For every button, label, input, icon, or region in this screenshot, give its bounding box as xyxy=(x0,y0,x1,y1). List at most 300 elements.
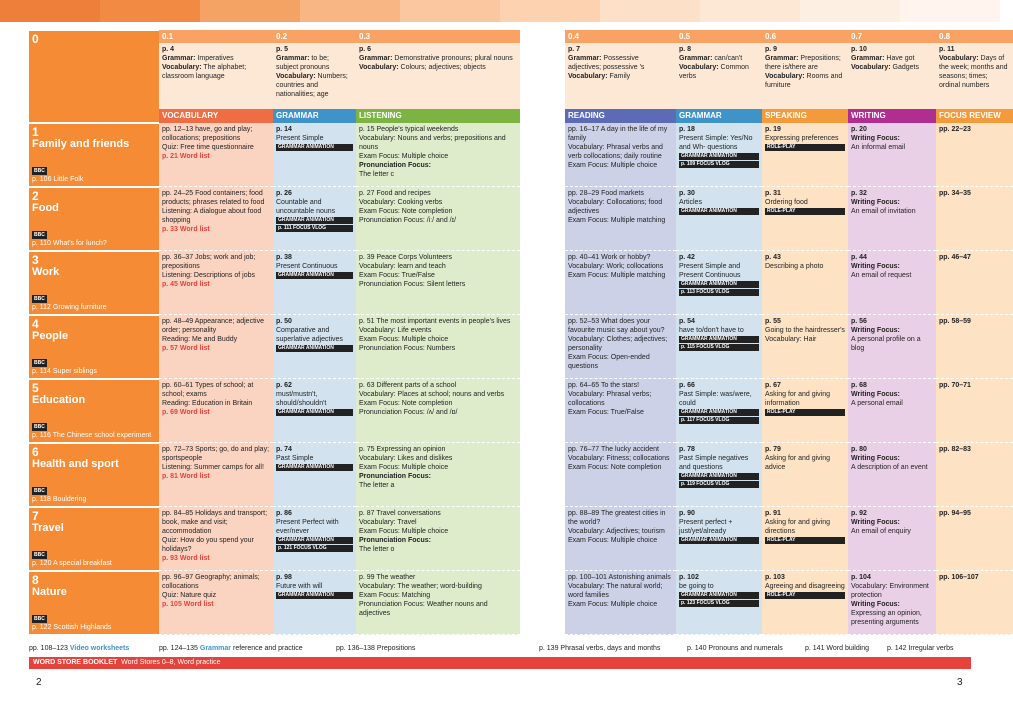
word-list-link: p. 45 Word list xyxy=(162,281,210,289)
page-reference: p. 91 xyxy=(765,510,781,517)
grammar-cell xyxy=(273,315,356,379)
cell-text: Exam Focus: Multiple choice xyxy=(359,528,449,536)
cell-text: Listening: Descriptions of jobs xyxy=(162,272,255,280)
intro-page: p. 8 xyxy=(679,46,692,53)
intro-label: Grammar: xyxy=(162,55,196,63)
cell-text: pp. 88–89 The greatest cities in the world? xyxy=(568,510,666,527)
cell-text: Past Simple xyxy=(276,455,314,463)
page-reference: pp. 70–71 xyxy=(939,382,971,389)
unit-5-cell xyxy=(29,379,159,443)
intro-line xyxy=(851,54,933,63)
page-reference: p. 103 xyxy=(765,574,785,581)
column-gap xyxy=(520,43,565,109)
cell-text: Pronunciation Focus: /iː/ and /ɪ/ xyxy=(359,217,457,225)
listening-cell xyxy=(356,379,520,443)
page-reference: pp. 94–95 xyxy=(939,510,971,517)
cell-text: An informal email xyxy=(851,144,906,152)
column-gap xyxy=(520,443,565,507)
strip-segment xyxy=(200,0,300,22)
cell-text: Vocabulary: Clothes; adjectives; personality xyxy=(568,336,668,353)
focus-vlog-badge: p. 111 FOCUS VLOG xyxy=(276,225,353,232)
unit-1-cell xyxy=(29,123,159,187)
cell-text: Vocabulary: Travel xyxy=(359,519,417,527)
bbc-logo: BBC xyxy=(34,552,45,558)
page-reference: p. 104 xyxy=(851,574,871,581)
cell-text: Reading: Me and Buddy xyxy=(162,336,238,344)
cell-text: Comparative and superlative adjectives xyxy=(276,327,343,344)
cell-text: Quiz: How do you spend your holidays? xyxy=(162,537,254,554)
lesson-number: 0.2 xyxy=(273,30,356,43)
bbc-logo: BBC xyxy=(34,488,45,494)
grammar2-cell xyxy=(676,443,762,507)
cell-text: Vocabulary: Cooking verbs xyxy=(359,199,443,207)
cell-text: An email of request xyxy=(851,272,912,280)
footer-grammar-reference: pp. 124–135 Grammar reference and practice xyxy=(159,645,303,652)
column-gap xyxy=(520,30,565,43)
page-reference: p. 56 xyxy=(851,318,867,325)
page-reference: p. 18 xyxy=(679,126,695,133)
cell-text: An email of invitation xyxy=(851,208,916,216)
grammar-animation-badge: GRAMMAR ANIMATION xyxy=(679,409,759,416)
grammar2-cell xyxy=(676,571,762,635)
footer-video-worksheets: pp. 108–123 Video worksheets xyxy=(29,645,130,652)
strip-segment xyxy=(100,0,200,22)
role-play-badge: ROLE-PLAY xyxy=(765,537,845,544)
writing-cell xyxy=(848,507,936,571)
word-list-link: p. 33 Word list xyxy=(162,226,210,234)
lesson-number: 0.7 xyxy=(848,30,936,43)
page-reference: p. 68 xyxy=(851,382,867,389)
grammar-cell xyxy=(273,187,356,251)
column-gap xyxy=(520,571,565,635)
footer-pronouns: p. 140 Pronouns and numerals xyxy=(687,645,783,652)
cell-text: Present Continuous xyxy=(276,263,338,271)
cell-text: Listening: Summer camps for all! xyxy=(162,464,264,472)
grammar-animation-badge: GRAMMAR ANIMATION xyxy=(679,336,759,343)
strip-segment xyxy=(700,0,800,22)
cell-text: Going to the hairdresser's xyxy=(765,327,845,335)
intro-line xyxy=(939,54,1010,90)
cell-text: pp. 52–53 What does your favourite music say about you? xyxy=(568,318,665,335)
focus-label: Writing Focus: xyxy=(851,519,900,527)
cell-text: p. 99 The weather xyxy=(359,574,416,581)
unit-number: 7 xyxy=(32,509,39,523)
intro-cell xyxy=(848,43,936,109)
unit-number: 3 xyxy=(32,253,39,267)
grammar-animation-badge: GRAMMAR ANIMATION xyxy=(276,537,353,544)
cell-text: Vocabulary: Adjectives; tourism xyxy=(568,528,665,536)
intro-text: The alphabet; classroom language xyxy=(162,64,247,81)
vocabulary-cell xyxy=(159,443,273,507)
focus-vlog-badge: p. 109 FOCUS VLOG xyxy=(679,161,759,168)
intro-cell xyxy=(676,43,762,109)
intro-text: to be; subject pronouns xyxy=(276,55,330,72)
intro-label: Vocabulary: xyxy=(162,64,202,72)
lesson-number: 0.5 xyxy=(676,30,762,43)
footer-prepositions: pp. 136–138 Prepositions xyxy=(336,645,416,652)
cell-text: Exam Focus: Multiple choice xyxy=(359,153,449,161)
cell-text: Pronunciation Focus: Numbers xyxy=(359,345,456,353)
page-reference: p. 66 xyxy=(679,382,695,389)
unit-number: 8 xyxy=(32,573,39,587)
grammar-animation-badge: GRAMMAR ANIMATION xyxy=(679,208,759,215)
cell-text: be going to xyxy=(679,583,714,591)
cell-text: Pronunciation Focus: /ʌ/ and /ɒ/ xyxy=(359,409,458,417)
grammar-cell xyxy=(273,443,356,507)
page-reference: pp. 58–59 xyxy=(939,318,971,325)
cell-text: Present Simple xyxy=(276,135,324,143)
focus-vlog-badge: p. 119 FOCUS VLOG xyxy=(679,481,759,488)
focus-review-cell xyxy=(936,123,1013,187)
reading-cell xyxy=(565,443,676,507)
page-reference: p. 26 xyxy=(276,190,292,197)
focus-review-cell xyxy=(936,315,1013,379)
cell-text: Exam Focus: Multiple choice xyxy=(568,537,658,545)
booklet-text: Word Stores 0–8, Word practice xyxy=(121,659,221,666)
cell-text: Exam Focus: True/False xyxy=(359,272,435,280)
intro-page: p. 5 xyxy=(276,46,289,53)
intro-cell xyxy=(762,43,848,109)
focus-vlog-badge: p. 121 FOCUS VLOG xyxy=(276,545,353,552)
word-list-link: p. 105 Word list xyxy=(162,601,214,609)
cell-text: A personal email xyxy=(851,400,903,408)
intro-label: Grammar: xyxy=(851,55,885,63)
cell-text: Exam Focus: Multiple matching xyxy=(568,217,666,225)
grammar2-cell xyxy=(676,187,762,251)
intro-text: Rooms and furniture xyxy=(765,73,843,90)
word-list-link: p. 21 Word list xyxy=(162,153,210,161)
cell-text: A personal profile on a blog xyxy=(851,336,921,353)
reading-cell xyxy=(565,571,676,635)
cell-text: pp. 40–41 Work or hobby? xyxy=(568,254,651,261)
page-reference: p. 42 xyxy=(679,254,695,261)
column-gap xyxy=(520,379,565,443)
cell-text: p. 63 Different parts of a school xyxy=(359,382,457,389)
page-reference: p. 67 xyxy=(765,382,781,389)
cell-text: Asking for and giving advice xyxy=(765,455,830,472)
strip-segment xyxy=(300,0,400,22)
page-reference: p. 44 xyxy=(851,254,867,261)
grammar-animation-badge: GRAMMAR ANIMATION xyxy=(276,592,353,599)
intro-label: Grammar: xyxy=(679,55,713,63)
grammar-animation-badge: GRAMMAR ANIMATION xyxy=(276,409,353,416)
speaking-cell xyxy=(762,443,848,507)
intro-line xyxy=(765,72,845,90)
page-reference: p. 90 xyxy=(679,510,695,517)
cell-text: pp. 84–85 Holidays and transport; book, make and visit; accommodation xyxy=(162,510,268,536)
video-reference: p. 120 A special breakfast xyxy=(32,560,112,567)
intro-page: p. 11 xyxy=(939,46,955,53)
writing-cell xyxy=(848,315,936,379)
video-reference: p. 114 Super siblings xyxy=(32,368,97,375)
intro-label: Grammar: xyxy=(276,55,310,63)
cell-text: An email of enquiry xyxy=(851,528,911,536)
grammar-animation-badge: GRAMMAR ANIMATION xyxy=(276,144,353,151)
page-reference: p. 98 xyxy=(276,574,292,581)
grammar-animation-badge: GRAMMAR ANIMATION xyxy=(276,272,353,279)
writing-cell xyxy=(848,187,936,251)
cell-text: Exam Focus: Multiple choice xyxy=(359,336,449,344)
cell-text: Vocabulary: Likes and dislikes xyxy=(359,455,453,463)
intro-text: Possessive adjectives; possessive 's xyxy=(568,55,645,72)
intro-label: Vocabulary: xyxy=(568,73,608,81)
unit-title: Travel xyxy=(32,522,64,534)
page-reference: p. 62 xyxy=(276,382,292,389)
grammar2-cell xyxy=(676,123,762,187)
cell-text: pp. 60–61 Types of school; at school; exams xyxy=(162,382,254,399)
video-reference: p. 112 Growing furniture xyxy=(32,304,107,311)
cell-text: Exam Focus: Matching xyxy=(359,592,431,600)
focus-label: Writing Focus: xyxy=(851,135,900,143)
listening-cell xyxy=(356,251,520,315)
intro-page: p. 6 xyxy=(359,46,372,53)
page-reference: p. 30 xyxy=(679,190,695,197)
intro-text: Colours; adjectives; objects xyxy=(398,64,486,72)
grammar-cell xyxy=(273,379,356,443)
intro-label: Vocabulary: xyxy=(276,73,316,81)
grammar-cell xyxy=(273,571,356,635)
unit-title: Family and friends xyxy=(32,138,130,150)
writing-cell xyxy=(848,443,936,507)
intro-line xyxy=(276,54,353,72)
bbc-logo: BBC xyxy=(34,296,45,302)
cell-text: Exam Focus: Open-ended questions xyxy=(568,354,650,371)
cell-text: pp. 72–73 Sports; go, do and play; sportspeople xyxy=(162,446,270,463)
speaking-cell xyxy=(762,187,848,251)
word-list-link: p. 93 Word list xyxy=(162,555,210,563)
cell-text: Exam Focus: Note completion xyxy=(568,464,662,472)
bbc-logo: BBC xyxy=(34,616,45,622)
intro-line xyxy=(162,63,270,81)
cell-text: p. 15 People's typical weekends xyxy=(359,126,459,133)
video-reference: p. 116 The Chinese school experiment xyxy=(32,432,152,439)
intro-page: p. 9 xyxy=(765,46,778,53)
video-reference: p. 122 Scottish Highlands xyxy=(32,624,112,631)
role-play-badge: ROLE-PLAY xyxy=(765,592,845,599)
cell-text: Reading: Education in Britain xyxy=(162,400,253,408)
cell-text: Vocabulary: Places at school; nouns and verbs xyxy=(359,391,505,399)
cell-text: Present Simple and Present Continuous xyxy=(679,263,741,280)
page-reference: p. 86 xyxy=(276,510,292,517)
cell-text: Asking for and giving information xyxy=(765,391,830,408)
focus-label: Writing Focus: xyxy=(851,199,900,207)
intro-text: Days of the week; months and seasons; times; ordinal numbers xyxy=(939,55,1008,90)
bbc-logo: BBC xyxy=(34,232,45,238)
intro-cell xyxy=(273,43,356,109)
grammar-animation-badge: GRAMMAR ANIMATION xyxy=(276,345,353,352)
intro-text: Demonstrative pronouns; plural nouns xyxy=(392,55,513,63)
intro-page: p. 4 xyxy=(162,46,175,53)
lesson-number: 0.3 xyxy=(356,30,520,43)
strip-segment xyxy=(600,0,700,22)
cell-text: Exam Focus: True/False xyxy=(568,409,644,417)
grammar-cell xyxy=(273,507,356,571)
unit-6-cell xyxy=(29,443,159,507)
page-number-right: 3 xyxy=(957,677,963,688)
focus-label: Writing Focus: xyxy=(851,601,900,609)
cell-text: Past Simple: was/were, could xyxy=(679,391,752,408)
writing-cell xyxy=(848,251,936,315)
cell-text: pp. 28–29 Food markets xyxy=(568,190,644,197)
listening-cell xyxy=(356,123,520,187)
grammar-cell xyxy=(273,123,356,187)
intro-line xyxy=(679,54,759,63)
intro-text: Imperatives xyxy=(195,55,234,63)
video-reference: p. 110 What's for lunch? xyxy=(32,240,107,247)
focus-label: Writing Focus: xyxy=(851,327,900,335)
strip-segment xyxy=(400,0,500,22)
intro-cell xyxy=(936,43,1013,109)
page-reference: pp. 106–107 xyxy=(939,574,979,581)
cell-text: p. 51 The most important events in people's lives xyxy=(359,318,511,325)
cell-text: p. 39 Peace Corps Volunteers xyxy=(359,254,453,261)
footer-references xyxy=(29,642,971,656)
reading-cell xyxy=(565,187,676,251)
cell-text: Listening: A dialogue about food shopping xyxy=(162,208,262,225)
speaking-cell xyxy=(762,379,848,443)
word-list-link: p. 57 Word list xyxy=(162,345,210,353)
word-store-booklet-bar xyxy=(29,657,971,669)
page-reference: p. 79 xyxy=(765,446,781,453)
grammar-animation-badge: GRAMMAR ANIMATION xyxy=(679,592,759,599)
booklet-title: WORD STORE BOOKLET xyxy=(33,659,118,666)
footer-phrasal-verbs: p. 139 Phrasal verbs, days and months xyxy=(539,645,661,652)
unit-0-header xyxy=(29,30,159,123)
video-reference: p. 118 Bouldering xyxy=(32,496,87,503)
cell-text: Vocabulary: learn and teach xyxy=(359,263,446,271)
unit-title: Education xyxy=(32,394,86,406)
cell-text: Asking for and giving directions xyxy=(765,519,830,536)
column-gap xyxy=(520,187,565,251)
lesson-number: 0.1 xyxy=(159,30,273,43)
cell-text: Vocabulary: Nouns and verbs; prepositions and nouns xyxy=(359,135,506,152)
cell-text: Exam Focus: Multiple choice xyxy=(568,162,658,170)
cell-text: Exam Focus: Multiple choice xyxy=(359,464,449,472)
cell-text: Present perfect + just/yet/already xyxy=(679,519,733,536)
intro-line xyxy=(276,72,353,99)
strip-segment xyxy=(900,0,1000,22)
vocabulary-cell xyxy=(159,251,273,315)
role-play-badge: ROLE-PLAY xyxy=(765,144,845,151)
video-reference: p. 106 Little Folk xyxy=(32,176,84,183)
focus-review-cell xyxy=(936,443,1013,507)
intro-label: Grammar: xyxy=(359,55,393,63)
footer-word-building: p. 141 Word building xyxy=(805,645,870,652)
grammar-animation-badge: GRAMMAR ANIMATION xyxy=(276,217,353,224)
cell-text: Exam Focus: Note completion xyxy=(359,400,453,408)
intro-page: p. 7 xyxy=(568,46,581,53)
cell-text: Vocabulary: Phrasal verbs; collocations xyxy=(568,391,652,408)
footer-irregular-verbs: p. 142 Irregular verbs xyxy=(887,645,954,652)
cell-text: Vocabulary: Hair xyxy=(765,336,817,344)
cell-text: Vocabulary: Collocations; food adjectives xyxy=(568,199,663,216)
cell-text: pp. 24–25 Food containers; food products; phrases related to food xyxy=(162,190,265,207)
cell-text: Exam Focus: Multiple matching xyxy=(568,272,666,280)
cell-text: Vocabulary: Phrasal verbs and verb collocations; daily routine xyxy=(568,144,663,161)
focus-label: Pronunciation Focus: xyxy=(359,162,431,170)
cell-text: Vocabulary: The weather; word-building xyxy=(359,583,482,591)
unit-2-cell xyxy=(29,187,159,251)
cell-text: pp. 76–77 The lucky accident xyxy=(568,446,659,453)
bbc-logo: BBC xyxy=(34,360,45,366)
speaking-cell xyxy=(762,315,848,379)
cell-text: pp. 12–13 have, go and play; collocations; prepositions xyxy=(162,126,253,143)
intro-label: Vocabulary: xyxy=(851,64,891,72)
unit-number: 1 xyxy=(32,125,39,139)
reading-cell xyxy=(565,123,676,187)
cell-text: Exam Focus: Multiple choice xyxy=(568,601,658,609)
intro-line xyxy=(162,54,270,63)
speaking-cell xyxy=(762,123,848,187)
speaking-cell xyxy=(762,571,848,635)
cell-text: Expressing an opinion, presenting arguments xyxy=(851,610,922,627)
listening-cell xyxy=(356,187,520,251)
column-gap xyxy=(520,123,565,187)
intro-text: can/can't xyxy=(712,55,743,63)
intro-line xyxy=(359,63,517,72)
column-header-reading: READING xyxy=(565,109,676,123)
page-reference: p. 19 xyxy=(765,126,781,133)
cell-text: Present Perfect with ever/never xyxy=(276,519,339,536)
focus-review-cell xyxy=(936,571,1013,635)
lesson-number: 0.6 xyxy=(762,30,848,43)
cell-text: Articles xyxy=(679,199,702,207)
top-color-strip xyxy=(0,0,1000,22)
grammar-animation-badge: GRAMMAR ANIMATION xyxy=(679,537,759,544)
grammar2-cell xyxy=(676,379,762,443)
intro-label: Vocabulary: xyxy=(939,55,979,63)
cell-text: The letter c xyxy=(359,171,395,179)
intro-text: Common verbs xyxy=(679,64,749,81)
cell-text: have to/don't have to xyxy=(679,327,744,335)
grammar2-cell xyxy=(676,507,762,571)
strip-segment xyxy=(800,0,900,22)
focus-label: Writing Focus: xyxy=(851,391,900,399)
cell-text: Vocabulary: Life events xyxy=(359,327,432,335)
cell-text: Pronunciation Focus: Weather nouns and adjectives xyxy=(359,601,488,618)
page-reference: pp. 46–47 xyxy=(939,254,971,261)
unit-7-cell xyxy=(29,507,159,571)
page-reference: p. 74 xyxy=(276,446,292,453)
unit-title: Food xyxy=(32,202,59,214)
cell-text: must/mustn't, should/shouldn't xyxy=(276,391,327,408)
cell-text: p. 87 Travel conversations xyxy=(359,510,441,517)
intro-line xyxy=(679,63,759,81)
unit-number: 5 xyxy=(32,381,39,395)
column-gap xyxy=(520,251,565,315)
focus-review-cell xyxy=(936,187,1013,251)
page-reference: p. 80 xyxy=(851,446,867,453)
strip-segment xyxy=(500,0,600,22)
intro-text: Family xyxy=(607,73,631,81)
page-reference: pp. 22–23 xyxy=(939,126,971,133)
focus-review-cell xyxy=(936,379,1013,443)
writing-cell xyxy=(848,571,936,635)
lesson-number: 0.4 xyxy=(565,30,676,43)
cell-text: pp. 100–101 Astonishing animals xyxy=(568,574,671,581)
cell-text: pp. 64–65 To the stars! xyxy=(568,382,640,389)
focus-vlog-badge: p. 113 FOCUS VLOG xyxy=(679,289,759,296)
unit-3-cell xyxy=(29,251,159,315)
cell-text: The letter a xyxy=(359,482,395,490)
cell-text: p. 75 Expressing an opinion xyxy=(359,446,446,453)
vocabulary-cell xyxy=(159,315,273,379)
cell-text: Quiz: Nature quiz xyxy=(162,592,217,600)
cell-text: Vocabulary: Environment protection xyxy=(851,583,929,600)
intro-cell xyxy=(159,43,273,109)
contents-grid xyxy=(29,30,1008,640)
column-header-focus-review: FOCUS REVIEW xyxy=(936,109,1013,123)
